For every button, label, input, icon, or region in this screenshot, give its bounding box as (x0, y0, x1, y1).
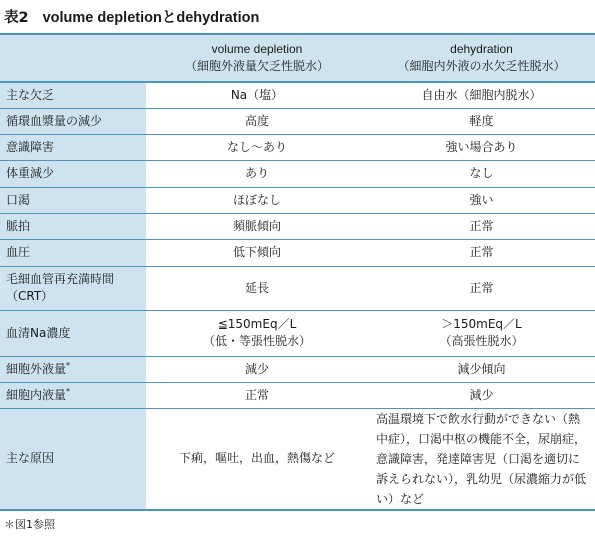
header-col3-subtitle: （細胞内外液の水欠乏性脱水） (397, 59, 566, 73)
volume-depletion-cell: 正常 (146, 382, 368, 408)
row-label: 血圧 (0, 239, 146, 266)
volume-depletion-cell: 頻脈傾向 (146, 213, 368, 239)
header-dehydration (368, 34, 595, 82)
footnote: ＊図1参照 (4, 518, 55, 531)
row-label: 脈拍 (0, 213, 146, 239)
volume-depletion-cell: 低下傾向 (146, 239, 368, 266)
title-conjunction: と (161, 10, 177, 26)
dehydration-cell (368, 310, 595, 356)
comparison-table (0, 33, 595, 511)
row-label: 循環血漿量の減少 (0, 108, 146, 134)
table-title (4, 6, 259, 27)
row-label-text: 細胞外液量 (6, 361, 67, 376)
table-row (0, 382, 595, 408)
header-col3-title: dehydration (450, 42, 513, 56)
dehydration-cell: 正常 (368, 213, 595, 239)
volume-depletion-cell: あり (146, 160, 368, 187)
dehydration-cell: 高温環境下で飲水行動ができない（熱中症），口渇中枢の機能不全，尿崩症，意識障害，発達障害児（口渇を適切に訴えられない），乳幼児（尿濃縮力が低い）など (368, 408, 595, 510)
row-label-line1: 毛細血管再充満時間 (6, 272, 115, 286)
dehydration-cell: 正常 (368, 239, 595, 266)
dehydration-cell: 自由水（細胞内脱水） (368, 82, 595, 108)
header-empty-cell (0, 34, 146, 82)
row-label (0, 356, 146, 382)
row-label-line2: （CRT） (6, 289, 54, 303)
volume-depletion-cell: 高度 (146, 108, 368, 134)
table-row (0, 213, 595, 239)
footnote-marker: * (66, 386, 71, 396)
volume-depletion-cell: ほぼなし (146, 187, 368, 213)
table-row (0, 160, 595, 187)
dehydration-cell: 強い (368, 187, 595, 213)
header-col2-subtitle: （細胞外液量欠乏性脱水） (184, 59, 329, 73)
header-col2-title: volume depletion (211, 42, 303, 56)
table-header-row (0, 34, 595, 82)
volume-depletion-cell: 減少 (146, 356, 368, 382)
value-line1: ＞150mEq／L (441, 317, 522, 331)
row-label: 血清Na濃度 (0, 310, 146, 356)
row-label (0, 382, 146, 408)
dehydration-cell: 減少傾向 (368, 356, 595, 382)
value-line2: （低・等張性脱水） (202, 334, 311, 348)
dehydration-cell: 強い場合あり (368, 134, 595, 160)
table-row (0, 134, 595, 160)
dehydration-cell: 正常 (368, 266, 595, 310)
value-line1: ≦150mEq／L (217, 317, 297, 331)
title-term-1: volume depletion (42, 10, 162, 26)
table-row (0, 108, 595, 134)
header-volume-depletion (146, 34, 368, 82)
table-row (0, 310, 595, 356)
volume-depletion-cell (146, 310, 368, 356)
dehydration-cell: 減少 (368, 382, 595, 408)
footnote-marker: * (66, 360, 71, 370)
table-row (0, 239, 595, 266)
table-number: 表2 (4, 10, 29, 26)
dehydration-cell: なし (368, 160, 595, 187)
table-row (0, 82, 595, 108)
volume-depletion-cell: 延長 (146, 266, 368, 310)
value-line2: （高張性脱水） (439, 334, 524, 348)
row-label: 主な原因 (0, 408, 146, 510)
table-row (0, 356, 595, 382)
table-row (0, 266, 595, 310)
volume-depletion-cell: なし～あり (146, 134, 368, 160)
dehydration-cell: 軽度 (368, 108, 595, 134)
table-row (0, 408, 595, 510)
volume-depletion-cell: Na（塩） (146, 82, 368, 108)
row-label (0, 266, 146, 310)
title-term-2: dehydration (176, 10, 260, 26)
row-label: 意識障害 (0, 134, 146, 160)
row-label: 口渇 (0, 187, 146, 213)
table-row (0, 187, 595, 213)
row-label: 体重減少 (0, 160, 146, 187)
row-label: 主な欠乏 (0, 82, 146, 108)
row-label-text: 細胞内液量 (6, 387, 67, 402)
volume-depletion-cell: 下痢，嘔吐，出血，熱傷など (146, 408, 368, 510)
